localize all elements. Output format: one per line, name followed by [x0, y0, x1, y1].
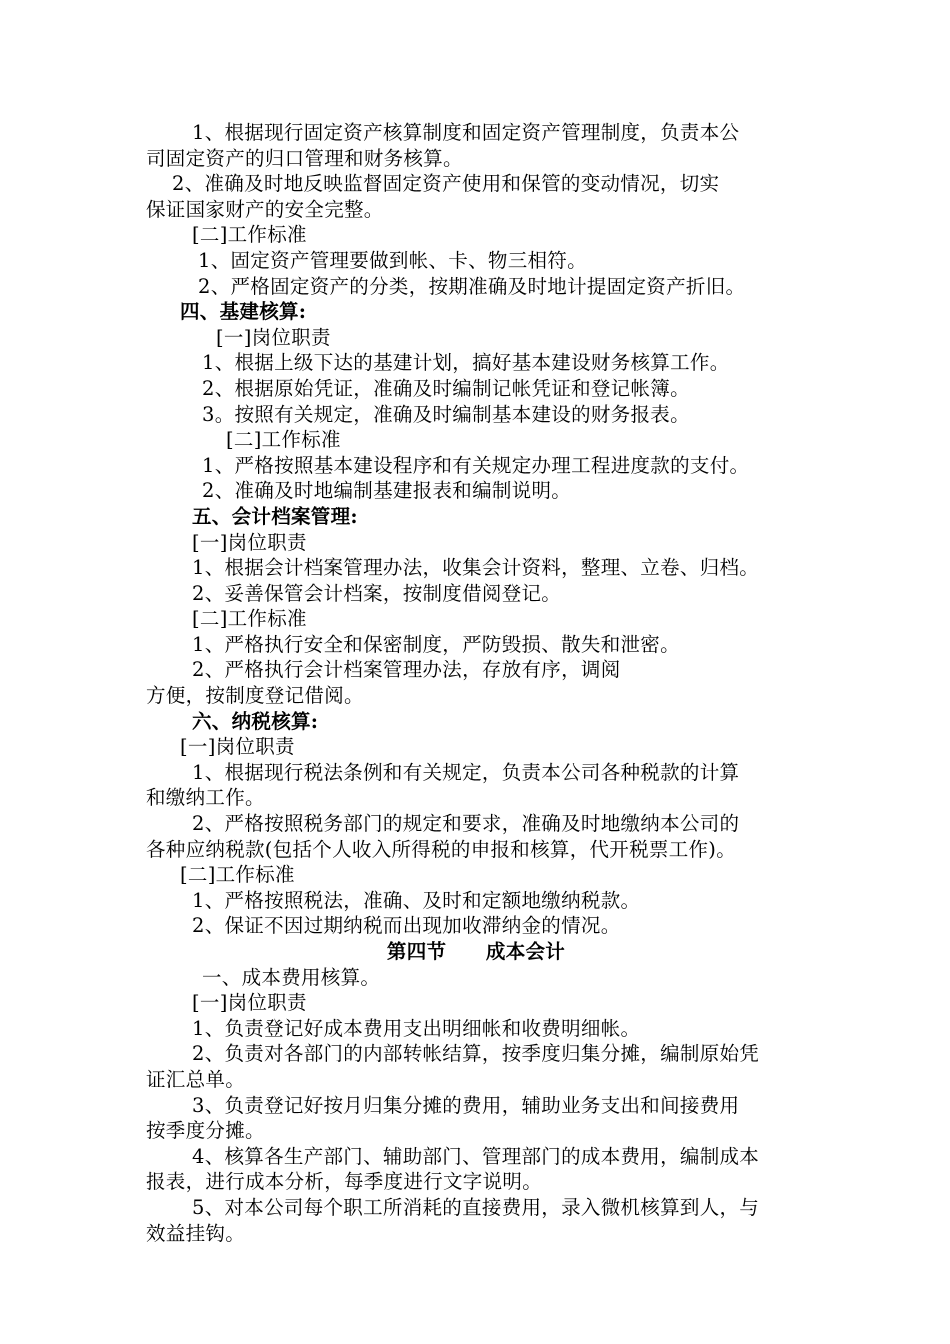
text-line: 2、妥善保管会计档案，按制度借阅登记。 — [192, 581, 562, 605]
text-line: [二]工作标准 — [226, 428, 341, 452]
text-line: 方便，按制度登记借阅。 — [146, 684, 364, 708]
section-heading: 第四节 成本会计 — [386, 940, 566, 963]
text-line: 3、负责登记好按月归集分摊的费用，辅助业务支出和间接费用 — [192, 1093, 740, 1117]
text-line: 一、成本费用核算。 — [202, 965, 381, 989]
text-line: 1、根据现行税法条例和有关规定，负责本公司各种税款的计算 — [192, 760, 740, 784]
text-line: 报表，进行成本分析，每季度进行文字说明。 — [146, 1170, 543, 1194]
text-line: [二]工作标准 — [192, 607, 307, 631]
text-line: [一]岗位职责 — [192, 991, 307, 1015]
text-line: 2、严格固定资产的分类，按期准确及时地计提固定资产折旧。 — [198, 274, 746, 298]
document-page — [146, 120, 806, 1246]
text-line: 效益挂钩。 — [146, 1221, 246, 1245]
text-line: 1、严格按照税法，准确、及时和定额地缴纳税款。 — [192, 888, 641, 912]
text-line: 1、根据上级下达的基建计划，搞好基本建设财务核算工作。 — [202, 351, 730, 375]
text-line: 2、负责对各部门的内部转帐结算，按季度归集分摊，编制原始凭 — [192, 1042, 760, 1066]
text-line: 1、负责登记好成本费用支出明细帐和收费明细帐。 — [192, 1016, 641, 1040]
text-line: 证汇总单。 — [146, 1067, 246, 1091]
text-line: 2、准确及时地反映监督固定资产使用和保管的变动情况，切实 — [172, 172, 720, 196]
text-line: 各种应纳税款(包括个人收入所得税的申报和核算，代开税票工作)。 — [146, 837, 737, 861]
text-line: 1、根据会计档案管理办法，收集会计资料，整理、立卷、归档。 — [192, 556, 760, 580]
text-line: 5、对本公司每个职工所消耗的直接费用，录入微机核算到人，与 — [192, 1195, 760, 1219]
section-heading: 六、纳税核算: — [192, 709, 319, 733]
text-line: 2、严格按照税务部门的规定和要求，准确及时地缴纳本公司的 — [192, 812, 740, 836]
text-line: 按季度分摊。 — [146, 1119, 265, 1143]
text-line: 1、严格执行安全和保密制度，严防毁损、散失和泄密。 — [192, 632, 680, 656]
text-line: 2、严格执行会计档案管理办法，存放有序，调阅 — [192, 658, 621, 682]
text-line: 和缴纳工作。 — [146, 786, 265, 810]
text-line: 2、根据原始凭证，准确及时编制记帐凭证和登记帐簿。 — [202, 376, 690, 400]
section-heading: 四、基建核算: — [180, 300, 307, 324]
text-line: 2、保证不因过期纳税而出现加收滞纳金的情况。 — [192, 914, 621, 938]
text-line: [二]工作标准 — [180, 863, 295, 887]
text-line: [一]岗位职责 — [216, 325, 331, 349]
text-line: 2、准确及时地编制基建报表和编制说明。 — [202, 479, 572, 503]
text-line: 3。按照有关规定，准确及时编制基本建设的财务报表。 — [202, 402, 690, 426]
text-line: 4、核算各生产部门、辅助部门、管理部门的成本费用，编制成本 — [192, 1144, 760, 1168]
text-line: 保证国家财产的安全完整。 — [146, 197, 384, 221]
text-line: 1、固定资产管理要做到帐、卡、物三相符。 — [198, 248, 587, 272]
text-line: [一]岗位职责 — [180, 735, 295, 759]
section-heading: 五、会计档案管理: — [192, 504, 358, 528]
text-line: 1、根据现行固定资产核算制度和固定资产管理制度，负责本公 — [192, 121, 740, 144]
text-line: [二]工作标准 — [192, 223, 307, 247]
text-line: 司固定资产的归口管理和财务核算。 — [146, 146, 463, 170]
text-line: [一]岗位职责 — [192, 530, 307, 554]
text-line: 1、严格按照基本建设程序和有关规定办理工程进度款的支付。 — [202, 453, 750, 477]
